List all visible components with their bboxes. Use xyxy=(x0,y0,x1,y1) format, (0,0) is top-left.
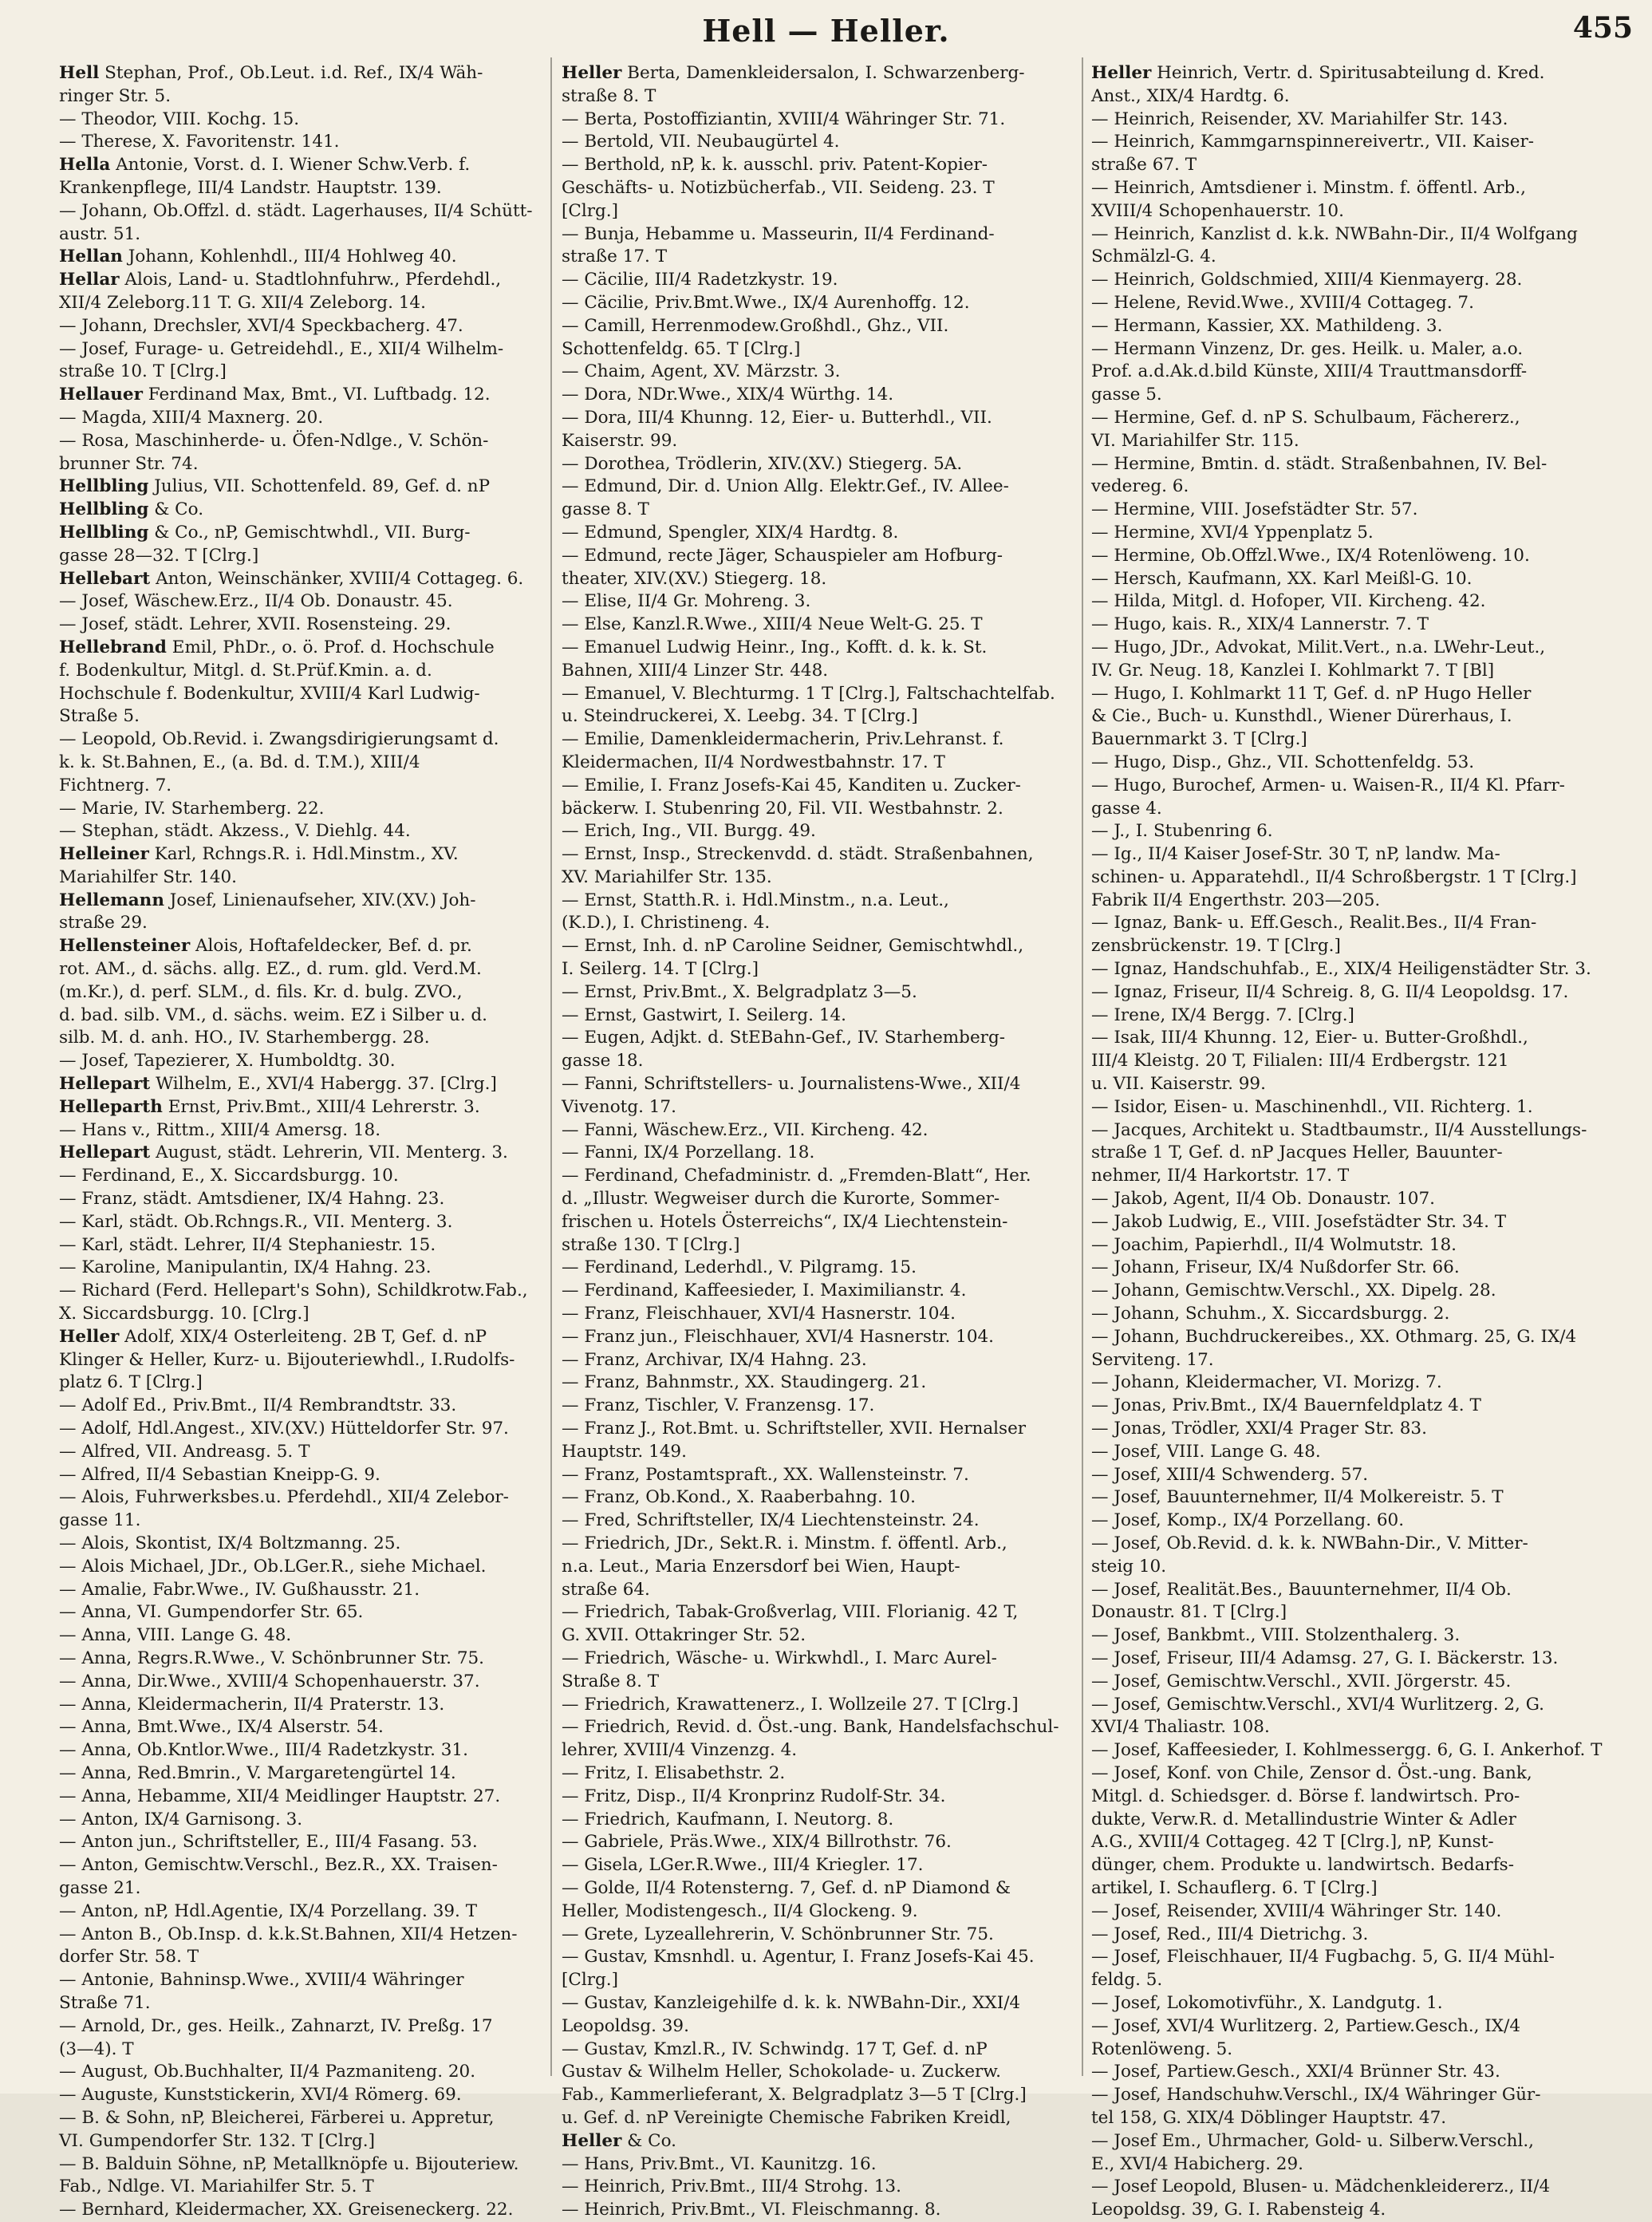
directory-line: tel 158, G. XIX/4 Döblinger Hauptstr. 47. xyxy=(1091,2107,1447,2128)
directory-line: — Josef, Kaffeesieder, I. Kohlmessergg. 6, G. I. Ankerhof. T xyxy=(1091,1740,1603,1761)
directory-line: — Franz, Ob.Kond., X. Raaberbahng. 10. xyxy=(562,1487,916,1508)
directory-line: — Anna, Ob.Kntlor.Wwe., III/4 Radetzkystr. 31. xyxy=(59,1740,468,1761)
page-header xyxy=(0,8,1652,56)
directory-line: — Theodor, VIII. Kochg. 15. xyxy=(59,109,300,129)
directory-line: austr. 51. xyxy=(59,223,141,244)
directory-line: — Chaim, Agent, XV. Märzstr. 3. xyxy=(562,361,841,382)
directory-line: Straße 71. xyxy=(59,1992,151,2013)
directory-line: Hochschule f. Bodenkultur, XVIII/4 Karl Ludwig- xyxy=(59,683,480,704)
directory-line: u. VII. Kaiserstr. 99. xyxy=(1091,1074,1266,1095)
directory-line: — Alois, Fuhrwerksbes.u. Pferdehdl., XII/4 Zelebor- xyxy=(59,1487,509,1508)
directory-line: — Franz J., Rot.Bmt. u. Schriftsteller, XVII. Hernalser xyxy=(562,1419,1027,1439)
directory-line: — Cäcilie, Priv.Bmt.Wwe., IX/4 Aurenhoffg. 12. xyxy=(562,292,970,313)
directory-line: — Leopold, Ob.Revid. i. Zwangsdirigierungsamt d. xyxy=(59,729,499,750)
directory-line: — Gabriele, Präs.Wwe., XIX/4 Billrothstr. 76. xyxy=(562,1832,952,1853)
directory-line: platz 6. T [Clrg.] xyxy=(59,1372,203,1393)
directory-line: — Antonie, Bahninsp.Wwe., XVIII/4 Währinger xyxy=(59,1970,464,1991)
directory-line: — Stephan, städt. Akzess., V. Diehlg. 44. xyxy=(59,821,411,842)
directory-line: Schottenfeldg. 65. T [Clrg.] xyxy=(562,338,801,359)
directory-line: — Anna, Hebamme, XII/4 Meidlinger Hauptstr. 27. xyxy=(59,1786,501,1806)
directory-line: — Anna, Regrs.R.Wwe., V. Schönbrunner Str. 75. xyxy=(59,1648,485,1668)
directory-line: — Edmund, recte Jäger, Schauspieler am Hofburg- xyxy=(562,545,1003,566)
directory-line: — Magda, XIII/4 Maxnerg. 20. xyxy=(59,407,324,428)
directory-line: — Dorothea, Trödlerin, XIV.(XV.) Stiegerg. 5A. xyxy=(562,453,963,474)
directory-line: E., XVI/4 Habicherg. 29. xyxy=(1091,2153,1303,2174)
directory-line: — Ferdinand, Kaffeesieder, I. Maximilianstr. 4. xyxy=(562,1281,967,1301)
directory-line: f. Bodenkultur, Mitgl. d. St.Prüf.Kmin. a. d. xyxy=(59,660,432,681)
directory-line: IV. Gr. Neug. 18, Kanzlei I. Kohlmarkt 7. T [Bl] xyxy=(1091,660,1495,681)
directory-line: — Emanuel, V. Blechturmg. 1 T [Clrg.], Faltschachtelfab. xyxy=(562,683,1055,704)
directory-line: gasse 11. xyxy=(59,1510,141,1531)
directory-line: — Alfred, VII. Andreasg. 5. T xyxy=(59,1441,310,1462)
directory-line: steig 10. xyxy=(1091,1556,1167,1577)
directory-line: I. Seilerg. 14. T [Clrg.] xyxy=(562,959,759,980)
directory-line: Bauernmarkt 3. T [Clrg.] xyxy=(1091,729,1307,750)
directory-line: — Hermine, Ob.Offzl.Wwe., IX/4 Rotenlöweng. 10. xyxy=(1091,545,1530,566)
directory-line: — Josef, Wäschew.Erz., II/4 Ob. Donaustr. 45. xyxy=(59,591,453,612)
directory-line: silb. M. d. anh. HO., IV. Starhembergg. 28. xyxy=(59,1028,430,1048)
directory-line: frischen u. Hotels Österreichs“, IX/4 Liechtenstein- xyxy=(562,1211,1008,1232)
directory-line: — Gustav, Kmzl.R., IV. Schwindg. 17 T, Gef. d. nP xyxy=(562,2038,988,2059)
directory-line: XVI/4 Thaliastr. 108. xyxy=(1091,1717,1270,1738)
directory-line: — Franz, Bahnmstr., XX. Staudingerg. 21. xyxy=(562,1372,927,1393)
directory-line: brunner Str. 74. xyxy=(59,453,199,474)
directory-line: — Hans, Priv.Bmt., VI. Kaunitzg. 16. xyxy=(562,2153,877,2174)
directory-line: straße 17. T xyxy=(562,247,668,267)
directory-line: — Fred, Schriftsteller, IX/4 Liechtensteinstr. 24. xyxy=(562,1510,980,1531)
directory-line: rot. AM., d. sächs. allg. EZ., d. rum. gld. Verd.M. xyxy=(59,959,482,980)
directory-line: — Bunja, Hebamme u. Masseurin, II/4 Ferdinand- xyxy=(562,223,995,244)
directory-line: Straße 8. T xyxy=(562,1671,660,1691)
directory-line: — Josef, Bankbmt., VIII. Stolzenthalerg. 3. xyxy=(1091,1625,1461,1646)
directory-line: — Hugo, Burochef, Armen- u. Waisen-R., II/4 Kl. Pfarr- xyxy=(1091,775,1565,795)
directory-line: — Josef Leopold, Blusen- u. Mädchenkleidererz., II/4 xyxy=(1091,2177,1551,2197)
directory-line: — Anton, Gemischtw.Verschl., Bez.R., XX. Traisen- xyxy=(59,1855,498,1876)
directory-line: Leopoldsg. 39. xyxy=(562,2015,689,2036)
directory-line: — Ernst, Priv.Bmt., X. Belgradplatz 3—5. xyxy=(562,981,917,1002)
directory-line: (m.Kr.), d. perf. SLM., d. fils. Kr. d. bulg. ZVO., xyxy=(59,981,463,1002)
directory-line: — Hermine, XVI/4 Yppenplatz 5. xyxy=(1091,522,1374,543)
directory-line: Klinger & Heller, Kurz- u. Bijouteriewhdl., I.Rudolfs- xyxy=(59,1349,515,1370)
directory-line: vedereg. 6. xyxy=(1091,476,1189,497)
directory-line: gasse 18. xyxy=(562,1051,644,1072)
directory-line: Hellbling Julius, VII. Schottenfeld. 89, Gef. d. nP xyxy=(59,476,491,497)
directory-line: — Franz jun., Fleischhauer, XVI/4 Hasnerstr. 104. xyxy=(562,1326,995,1347)
directory-line: — Johann, Buchdruckereibes., XX. Othmarg. 25, G. IX/4 xyxy=(1091,1326,1577,1347)
directory-line: — Heinrich, Kammgarnspinnereivertr., VII. Kaiser- xyxy=(1091,132,1535,152)
directory-line: — Franz, Tischler, V. Franzensg. 17. xyxy=(562,1395,875,1416)
directory-line: Helleparth Ernst, Priv.Bmt., XIII/4 Lehrerstr. 3. xyxy=(59,1096,480,1117)
directory-line: — Franz, städt. Amtsdiener, IX/4 Hahng. 23. xyxy=(59,1189,445,1210)
directory-line: feldg. 5. xyxy=(1091,1970,1163,1991)
directory-line: — Hermann Vinzenz, Dr. ges. Heilk. u. Maler, a.o. xyxy=(1091,338,1524,359)
directory-line: — Josef Em., Uhrmacher, Gold- u. Silberw.Verschl., xyxy=(1091,2130,1535,2151)
directory-line: Helleiner Karl, Rchngs.R. i. Hdl.Minstm., XV. xyxy=(59,844,459,865)
directory-line: — Else, Kanzl.R.Wwe., XIII/4 Neue Welt-G. 25. T xyxy=(562,614,983,635)
directory-line: [Clrg.] xyxy=(562,200,618,221)
directory-line: — Friedrich, Wäsche- u. Wirkwhdl., I. Marc Aurel- xyxy=(562,1648,997,1668)
directory-line: — Anna, Dir.Wwe., XVIII/4 Schopenhauerstr. 37. xyxy=(59,1671,480,1691)
directory-line: gasse 28—32. T [Clrg.] xyxy=(59,545,259,566)
directory-line: — Ignaz, Friseur, II/4 Schreig. 8, G. II/4 Leopoldsg. 17. xyxy=(1091,981,1569,1002)
directory-line: artikel, I. Schauflerg. 6. T [Clrg.] xyxy=(1091,1877,1378,1898)
directory-line: — Bertold, VII. Neubaugürtel 4. xyxy=(562,132,840,152)
directory-line: Geschäfts- u. Notizbücherfab., VII. Seideng. 23. T xyxy=(562,177,995,198)
directory-line: — Jacques, Architekt u. Stadtbaumstr., II/4 Ausstellungs- xyxy=(1091,1119,1587,1140)
directory-line: Heller & Co. xyxy=(562,2130,677,2151)
directory-line: ringer Str. 5. xyxy=(59,85,172,106)
directory-line: straße 67. T xyxy=(1091,155,1197,176)
directory-line: gasse 21. xyxy=(59,1877,141,1898)
directory-line: Fabrik II/4 Engerthstr. 203—205. xyxy=(1091,890,1381,910)
directory-line: — Dora, III/4 Khunng. 12, Eier- u. Butterhdl., VII. xyxy=(562,407,992,428)
directory-line: — Friedrich, Krawattenerz., I. Wollzeile 27. T [Clrg.] xyxy=(562,1694,1019,1715)
directory-line: — B. & Sohn, nP, Bleicherei, Färberei u. Appretur, xyxy=(59,2107,495,2128)
directory-line: — Franz, Archivar, IX/4 Hahng. 23. xyxy=(562,1349,867,1370)
directory-line: — Alois, Skontist, IX/4 Boltzmanng. 25. xyxy=(59,1533,401,1553)
directory-line: Heller, Modistengesch., II/4 Glockeng. 9. xyxy=(562,1900,918,1921)
directory-line: — Friedrich, Kaufmann, I. Neutorg. 8. xyxy=(562,1809,894,1829)
directory-line: Hellemann Josef, Linienaufseher, XIV.(XV.) Joh- xyxy=(59,890,476,910)
directory-line: — Alfred, II/4 Sebastian Kneipp-G. 9. xyxy=(59,1464,380,1485)
directory-line: Schmälzl-G. 4. xyxy=(1091,247,1216,267)
directory-line: — Fritz, Disp., II/4 Kronprinz Rudolf-Str. 34. xyxy=(562,1786,946,1806)
directory-line: — Hugo, JDr., Advokat, Milit.Vert., n.a. LWehr-Leut., xyxy=(1091,637,1546,657)
directory-line: Straße 5. xyxy=(59,706,140,727)
directory-line: — Fritz, I. Elisabethstr. 2. xyxy=(562,1762,786,1783)
directory-line: — Franz, Postamtspraft., XX. Wallensteinstr. 7. xyxy=(562,1464,969,1485)
directory-line: VI. Gumpendorfer Str. 132. T [Clrg.] xyxy=(59,2130,376,2151)
directory-line: Hellbling & Co., nP, Gemischtwhdl., VII. Burg- xyxy=(59,522,471,543)
directory-line: — Josef, Partiew.Gesch., XXI/4 Brünner Str. 43. xyxy=(1091,2062,1500,2082)
directory-line: — Ernst, Statth.R. i. Hdl.Minstm., n.a. Leut., xyxy=(562,890,949,910)
directory-line: bäckerw. I. Stubenring 20, Fil. VII. Westbahnstr. 2. xyxy=(562,798,1003,819)
directory-line: dukte, Verw.R. d. Metallindustrie Winter & Adler xyxy=(1091,1809,1516,1829)
directory-line: d. „Illustr. Wegweiser durch die Kurorte, Sommer- xyxy=(562,1189,1000,1210)
directory-line: — Josef, Fleischhauer, II/4 Fugbachg. 5, G. II/4 Mühl- xyxy=(1091,1947,1555,1967)
directory-line: (K.D.), I. Christineng. 4. xyxy=(562,913,771,933)
directory-line: — Josef, Realität.Bes., Bauunternehmer, II/4 Ob. xyxy=(1091,1579,1512,1600)
directory-line: Serviteng. 17. xyxy=(1091,1349,1214,1370)
directory-line: — Emanuel Ludwig Heinr., Ing., Kofft. d. k. k. St. xyxy=(562,637,988,657)
directory-line: — Richard (Ferd. Hellepart's Sohn), Schildkrotw.Fab., xyxy=(59,1281,528,1301)
directory-line: — Hermine, Gef. d. nP S. Schulbaum, Fächererz., xyxy=(1091,407,1520,428)
directory-line: Kleidermachen, II/4 Nordwestbahnstr. 17. T xyxy=(562,752,945,772)
directory-line: — Irene, IX/4 Bergg. 7. [Clrg.] xyxy=(1091,1004,1354,1025)
directory-line: — Therese, X. Favoritenstr. 141. xyxy=(59,132,340,152)
directory-line: Heller Berta, Damenkleidersalon, I. Schwarzenberg- xyxy=(562,63,1025,83)
directory-line: — Anna, Bmt.Wwe., IX/4 Alserstr. 54. xyxy=(59,1717,384,1738)
directory-line: — Gisela, LGer.R.Wwe., III/4 Kriegler. 17. xyxy=(562,1855,924,1876)
directory-line: lehrer, XVIII/4 Vinzenzg. 4. xyxy=(562,1740,798,1761)
directory-line: — Gustav, Kanzleigehilfe d. k. k. NWBahn-Dir., XXI/4 xyxy=(562,1992,1021,2013)
directory-line: — Hermine, Bmtin. d. städt. Straßenbahnen, IV. Bel- xyxy=(1091,453,1548,474)
directory-line: — Adolf Ed., Priv.Bmt., II/4 Rembrandtstr. 33. xyxy=(59,1395,457,1416)
directory-line: — Jakob, Agent, II/4 Ob. Donaustr. 107. xyxy=(1091,1189,1435,1210)
directory-line: gasse 4. xyxy=(1091,798,1162,819)
directory-line: Fab., Ndlge. VI. Mariahilfer Str. 5. T xyxy=(59,2177,374,2197)
directory-line: (3—4). T xyxy=(59,2038,134,2059)
directory-line: Hellensteiner Alois, Hoftafeldecker, Bef. d. pr. xyxy=(59,936,472,957)
directory-line: A.G., XVIII/4 Cottageg. 42 T [Clrg.], nP, Kunst- xyxy=(1091,1832,1494,1853)
directory-line: — Dora, NDr.Wwe., XIX/4 Würthg. 14. xyxy=(562,385,894,405)
directory-line: X. Siccardsburgg. 10. [Clrg.] xyxy=(59,1304,310,1324)
directory-line: — Anna, Red.Bmrin., V. Margaretengürtel 14. xyxy=(59,1762,456,1783)
directory-line: — Heinrich, Priv.Bmt., III/4 Strohg. 13. xyxy=(562,2177,901,2197)
directory-line: — Rosa, Maschinherde- u. Öfen-Ndlge., V. Schön- xyxy=(59,430,489,451)
directory-line: Hellar Alois, Land- u. Stadtlohnfuhrw., Pferdehdl., xyxy=(59,270,502,290)
directory-line: Gustav & Wilhelm Heller, Schokolade- u. Zuckerw. xyxy=(562,2062,1002,2082)
directory-line: — Karl, städt. Ob.Rchngs.R., VII. Menterg. 3. xyxy=(59,1211,453,1232)
directory-line: Hellepart August, städt. Lehrerin, VII. Menterg. 3. xyxy=(59,1143,508,1163)
directory-line: Hell Stephan, Prof., Ob.Leut. i.d. Ref., IX/4 Wäh- xyxy=(59,63,483,83)
directory-line: — Anton, IX/4 Garnisong. 3. xyxy=(59,1809,303,1829)
directory-line: Heller Heinrich, Vertr. d. Spiritusabteilung d. Kred. xyxy=(1091,63,1545,83)
directory-line: III/4 Kleistg. 20 T, Filialen: III/4 Erdbergstr. 121 xyxy=(1091,1051,1509,1072)
directory-line: Donaustr. 81. T [Clrg.] xyxy=(1091,1602,1287,1623)
directory-line: — Heinrich, Goldschmied, XIII/4 Kienmayerg. 28. xyxy=(1091,270,1523,290)
directory-line: — Josef, XIII/4 Schwenderg. 57. xyxy=(1091,1464,1369,1485)
column-2 xyxy=(562,62,1072,2220)
directory-line: — Josef, Friseur, III/4 Adamsg. 27, G. I. Bäckerstr. 13. xyxy=(1091,1648,1559,1668)
directory-line: — B. Balduin Söhne, nP, Metallknöpfe u. Bijouteriew. xyxy=(59,2153,519,2174)
directory-line: — Fanni, IX/4 Porzellang. 18. xyxy=(562,1143,815,1163)
directory-line: — Josef, Furage- u. Getreidehdl., E., XII/4 Wilhelm- xyxy=(59,338,504,359)
directory-line: dünger, chem. Produkte u. landwirtsch. Bedarfs- xyxy=(1091,1855,1514,1876)
directory-line: — Josef, VIII. Lange G. 48. xyxy=(1091,1441,1321,1462)
directory-line: — Cäcilie, III/4 Radetzkystr. 19. xyxy=(562,270,838,290)
directory-line: — Heinrich, Priv.Bmt., VI. Fleischmanng. 8. xyxy=(562,2200,941,2220)
directory-line: — Johann, Gemischtw.Verschl., XX. Dipelg. 28. xyxy=(1091,1281,1496,1301)
directory-line: — Josef, Lokomotivführ., X. Landgutg. 1. xyxy=(1091,1992,1443,2013)
directory-line: VI. Mariahilfer Str. 115. xyxy=(1091,430,1299,451)
directory-line: — Josef, Bauunternehmer, II/4 Molkereistr. 5. T xyxy=(1091,1487,1504,1508)
directory-line: XVIII/4 Schopenhauerstr. 10. xyxy=(1091,200,1344,221)
column-1 xyxy=(59,62,538,2220)
directory-line: — Johann, Kleidermacher, VI. Morizg. 7. xyxy=(1091,1372,1442,1393)
directory-line: nehmer, II/4 Harkortstr. 17. T xyxy=(1091,1166,1350,1186)
directory-line: — Isidor, Eisen- u. Maschinenhdl., VII. Richterg. 1. xyxy=(1091,1096,1533,1117)
directory-line: — Johann, Ob.Offzl. d. städt. Lagerhauses, II/4 Schütt- xyxy=(59,200,533,221)
directory-line: — Hugo, kais. R., XIX/4 Lannerstr. 7. T xyxy=(1091,614,1429,635)
directory-line: — Emilie, Damenkleidermacherin, Priv.Lehranst. f. xyxy=(562,729,1004,750)
directory-line: k. k. St.Bahnen, E., (a. Bd. d. T.M.), XIII/4 xyxy=(59,752,420,772)
directory-line: — Adolf, Hdl.Angest., XIV.(XV.) Hütteldorfer Str. 97. xyxy=(59,1419,509,1439)
directory-line: — J., I. Stubenring 6. xyxy=(1091,821,1273,842)
directory-line: — Camill, Herrenmodew.Großhdl., Ghz., VII. xyxy=(562,315,949,336)
directory-line: — Josef, Komp., IX/4 Porzellang. 60. xyxy=(1091,1510,1405,1531)
directory-line: — Josef, XVI/4 Wurlitzerg. 2, Partiew.Gesch., IX/4 xyxy=(1091,2015,1521,2036)
directory-line: — Anton, nP, Hdl.Agentie, IX/4 Porzellang. 39. T xyxy=(59,1900,478,1921)
running-head: Hell — Heller. xyxy=(702,13,950,49)
directory-line: — Johann, Friseur, IX/4 Nußdorfer Str. 66. xyxy=(1091,1257,1460,1278)
directory-line: — Anton jun., Schriftsteller, E., III/4 Fasang. 53. xyxy=(59,1832,478,1853)
directory-line: — Alois Michael, JDr., Ob.LGer.R., siehe Michael. xyxy=(59,1556,487,1577)
directory-line: — Johann, Drechsler, XVI/4 Speckbacherg. 47. xyxy=(59,315,463,336)
directory-line: [Clrg.] xyxy=(562,1970,618,1991)
directory-line: — Hugo, Disp., Ghz., VII. Schottenfeldg. 53. xyxy=(1091,752,1475,772)
directory-line: Hella Antonie, Vorst. d. I. Wiener Schw.Verb. f. xyxy=(59,155,471,176)
directory-line: — Heinrich, Reisender, XV. Mariahilfer Str. 143. xyxy=(1091,109,1508,129)
directory-line: u. Steindruckerei, X. Leebg. 34. T [Clrg.] xyxy=(562,706,918,727)
directory-line: straße 10. T [Clrg.] xyxy=(59,361,227,382)
directory-line: Leopoldsg. 39, G. I. Rabensteig 4. xyxy=(1091,2200,1386,2220)
directory-line: — Fanni, Wäschew.Erz., VII. Kircheng. 42. xyxy=(562,1119,929,1140)
directory-line: dorfer Str. 58. T xyxy=(59,1947,199,1967)
column-3 xyxy=(1091,62,1642,2220)
directory-line: — Golde, II/4 Rotensterng. 7, Gef. d. nP Diamond & xyxy=(562,1877,1011,1898)
directory-line: straße 1 T, Gef. d. nP Jacques Heller, Bauunter- xyxy=(1091,1143,1503,1163)
directory-line: — Ernst, Gastwirt, I. Seilerg. 14. xyxy=(562,1004,847,1025)
directory-line: — Helene, Revid.Wwe., XVIII/4 Cottageg. 7. xyxy=(1091,292,1474,313)
directory-line: — Berthold, nP, k. k. ausschl. priv. Patent-Kopier- xyxy=(562,155,988,176)
directory-line: — Isak, III/4 Khunng. 12, Eier- u. Butter-Großhdl., xyxy=(1091,1028,1528,1048)
directory-line: d. bad. silb. VM., d. sächs. weim. EZ i Silber u. d. xyxy=(59,1004,488,1025)
directory-line: n.a. Leut., Maria Enzersdorf bei Wien, Haupt- xyxy=(562,1556,960,1577)
directory-line: — Gustav, Kmsnhdl. u. Agentur, I. Franz Josefs-Kai 45. xyxy=(562,1947,1035,1967)
directory-line: — Karoline, Manipulantin, IX/4 Hahng. 23. xyxy=(59,1257,432,1278)
directory-line: Bahnen, XIII/4 Linzer Str. 448. xyxy=(562,660,829,681)
directory-line: — Heinrich, Amtsdiener i. Minstm. f. öffentl. Arb., xyxy=(1091,177,1526,198)
directory-line: — Berta, Postoffiziantin, XVIII/4 Währinger Str. 71. xyxy=(562,109,1006,129)
directory-line: — Jonas, Priv.Bmt., IX/4 Bauernfeldplatz 4. T xyxy=(1091,1395,1481,1416)
directory-line: — Bernhard, Kleidermacher, XX. Greiseneckerg. 22. xyxy=(59,2200,514,2220)
directory-line: — Jonas, Trödler, XXI/4 Prager Str. 83. xyxy=(1091,1419,1427,1439)
directory-line: — Johann, Schuhm., X. Siccardsburgg. 2. xyxy=(1091,1304,1450,1324)
directory-line: — Hans v., Rittm., XIII/4 Amersg. 18. xyxy=(59,1119,381,1140)
directory-line: — Eugen, Adjkt. d. StEBahn-Gef., IV. Starhemberg- xyxy=(562,1028,1005,1048)
directory-line: — Ferdinand, E., X. Siccardsburgg. 10. xyxy=(59,1166,399,1186)
directory-line: u. Gef. d. nP Vereinigte Chemische Fabriken Kreidl, xyxy=(562,2107,1011,2128)
directory-line: — Josef, Gemischtw.Verschl., XVI/4 Wurlitzerg. 2, G. xyxy=(1091,1694,1544,1715)
directory-line: — Josef, Red., III/4 Dietrichg. 3. xyxy=(1091,1924,1369,1944)
directory-line: Hellebrand Emil, PhDr., o. ö. Prof. d. Hochschule xyxy=(59,637,495,657)
column-divider xyxy=(550,57,552,2076)
directory-line: — Ignaz, Bank- u. Eff.Gesch., Realit.Bes., II/4 Fran- xyxy=(1091,913,1537,933)
directory-line: — Grete, Lyzeallehrerin, V. Schönbrunner Str. 75. xyxy=(562,1924,994,1944)
directory-line: XII/4 Zeleborg.11 T. G. XII/4 Zeleborg. 14. xyxy=(59,292,426,313)
column-divider xyxy=(1082,57,1083,2076)
directory-line: — Jakob Ludwig, E., VIII. Josefstädter Str. 34. T xyxy=(1091,1211,1507,1232)
directory-line: — Josef, Gemischtw.Verschl., XVII. Jörgerstr. 45. xyxy=(1091,1671,1512,1691)
directory-line: Kaiserstr. 99. xyxy=(562,430,678,451)
directory-line: Hellepart Wilhelm, E., XVI/4 Habergg. 37. [Clrg.] xyxy=(59,1074,497,1095)
directory-line: Krankenpflege, III/4 Landstr. Hauptstr. 139. xyxy=(59,177,442,198)
directory-line: — Anna, VIII. Lange G. 48. xyxy=(59,1625,292,1646)
directory-line: — Arnold, Dr., ges. Heilk., Zahnarzt, IV. Preßg. 17 xyxy=(59,2015,493,2036)
directory-line: — Emilie, I. Franz Josefs-Kai 45, Kanditen u. Zucker- xyxy=(562,775,1021,795)
directory-line: — August, Ob.Buchhalter, II/4 Pazmaniteng. 20. xyxy=(59,2062,476,2082)
directory-line: — Josef, Ob.Revid. d. k. k. NWBahn-Dir., V. Mitter- xyxy=(1091,1533,1528,1553)
directory-line: — Anton B., Ob.Insp. d. k.k.St.Bahnen, XII/4 Hetzen- xyxy=(59,1924,518,1944)
directory-line: — Anna, VI. Gumpendorfer Str. 65. xyxy=(59,1602,364,1623)
directory-line: Mitgl. d. Schiedsger. d. Börse f. landwirtsch. Pro- xyxy=(1091,1786,1520,1806)
directory-line: Hellauer Ferdinand Max, Bmt., VI. Luftbadg. 12. xyxy=(59,385,491,405)
directory-line: — Hilda, Mitgl. d. Hofoper, VII. Kircheng. 42. xyxy=(1091,591,1486,612)
directory-line: — Ig., II/4 Kaiser Josef-Str. 30 T, nP, landw. Ma- xyxy=(1091,844,1500,865)
directory-line: — Hersch, Kaufmann, XX. Karl Meißl-G. 10. xyxy=(1091,568,1473,589)
directory-line: Rotenlöweng. 5. xyxy=(1091,2038,1233,2059)
directory-line: schinen- u. Apparatehdl., II/4 Schroßbergstr. 1 T [Clrg.] xyxy=(1091,866,1577,887)
directory-line: — Hermine, VIII. Josefstädter Str. 57. xyxy=(1091,499,1418,520)
directory-line: — Hermann, Kassier, XX. Mathildeng. 3. xyxy=(1091,315,1443,336)
directory-line: zensbrückenstr. 19. T [Clrg.] xyxy=(1091,936,1341,957)
directory-line: straße 8. T xyxy=(562,85,656,106)
directory-line: G. XVII. Ottakringer Str. 52. xyxy=(562,1625,806,1646)
directory-line: gasse 5. xyxy=(1091,385,1162,405)
directory-line: Hellan Johann, Kohlenhdl., III/4 Hohlweg 40. xyxy=(59,247,457,267)
directory-line: straße 130. T [Clrg.] xyxy=(562,1234,740,1255)
directory-line: Fichtnerg. 7. xyxy=(59,775,172,795)
directory-line: — Josef, Reisender, XVIII/4 Währinger Str. 140. xyxy=(1091,1900,1502,1921)
directory-line: — Edmund, Dir. d. Union Allg. Elektr.Gef., IV. Allee- xyxy=(562,476,1009,497)
directory-line: theater, XIV.(XV.) Stiegerg. 18. xyxy=(562,568,827,589)
directory-line: — Karl, städt. Lehrer, II/4 Stephaniestr. 15. xyxy=(59,1234,436,1255)
directory-line: Heller Adolf, XIX/4 Osterleiteng. 2B T, Gef. d. nP xyxy=(59,1326,487,1347)
directory-line: — Anna, Kleidermacherin, II/4 Praterstr. 13. xyxy=(59,1694,445,1715)
directory-line: XV. Mariahilfer Str. 135. xyxy=(562,866,772,887)
directory-line: Hauptstr. 149. xyxy=(562,1441,687,1462)
directory-line: — Franz, Fleischhauer, XVI/4 Hasnerstr. 104. xyxy=(562,1304,956,1324)
directory-line: Prof. a.d.Ak.d.bild Künste, XIII/4 Trauttmansdorff- xyxy=(1091,361,1528,382)
directory-line: gasse 8. T xyxy=(562,499,649,520)
directory-line: Vivenotg. 17. xyxy=(562,1096,676,1117)
directory-line: Hellebart Anton, Weinschänker, XVIII/4 Cottageg. 6. xyxy=(59,568,524,589)
directory-line: straße 29. xyxy=(59,913,148,933)
page-number: 455 xyxy=(1572,11,1633,45)
directory-line: — Edmund, Spengler, XIX/4 Hardtg. 8. xyxy=(562,522,899,543)
directory-line: — Josef, Handschuhw.Verschl., IX/4 Währinger Gür- xyxy=(1091,2085,1541,2106)
directory-line: — Ferdinand, Lederhdl., V. Pilgramg. 15. xyxy=(562,1257,917,1278)
directory-line: — Erich, Ing., VII. Burgg. 49. xyxy=(562,821,816,842)
directory-line: — Joachim, Papierhdl., II/4 Wolmutstr. 18. xyxy=(1091,1234,1457,1255)
directory-line: — Auguste, Kunststickerin, XVI/4 Römerg. 69. xyxy=(59,2085,462,2106)
directory-line: — Ernst, Insp., Streckenvdd. d. städt. Straßenbahnen, xyxy=(562,844,1034,865)
directory-line: — Heinrich, Kanzlist d. k.k. NWBahn-Dir., II/4 Wolfgang xyxy=(1091,223,1578,244)
directory-line: — Josef, Konf. von Chile, Zensor d. Öst.-ung. Bank, xyxy=(1091,1762,1532,1783)
directory-line: — Hugo, I. Kohlmarkt 11 T, Gef. d. nP Hugo Heller xyxy=(1091,683,1532,704)
directory-line: — Ignaz, Handschuhfab., E., XIX/4 Heiligenstädter Str. 3. xyxy=(1091,959,1591,980)
directory-line: Hellbling & Co. xyxy=(59,499,204,520)
directory-line: — Friedrich, Tabak-Großverlag, VIII. Florianig. 42 T, xyxy=(562,1602,1019,1623)
directory-line: — Elise, II/4 Gr. Mohreng. 3. xyxy=(562,591,811,612)
directory-line: — Marie, IV. Starhemberg. 22. xyxy=(59,798,325,819)
directory-line: — Josef, Tapezierer, X. Humboldtg. 30. xyxy=(59,1051,396,1072)
directory-line: straße 64. xyxy=(562,1579,650,1600)
directory-line: — Friedrich, JDr., Sekt.R. i. Minstm. f. öffentl. Arb., xyxy=(562,1533,1007,1553)
directory-line: — Josef, städt. Lehrer, XVII. Rosensteing. 29. xyxy=(59,614,451,635)
directory-line: — Amalie, Fabr.Wwe., IV. Gußhausstr. 21. xyxy=(59,1579,420,1600)
directory-line: — Ferdinand, Chefadministr. d. „Fremden-Blatt“, Her. xyxy=(562,1166,1031,1186)
directory-line: Fab., Kammerlieferant, X. Belgradplatz 3—5 T [Clrg.] xyxy=(562,2085,1027,2106)
directory-line: — Fanni, Schriftstellers- u. Journalistens-Wwe., XII/4 xyxy=(562,1074,1021,1095)
directory-line: — Ernst, Inh. d. nP Caroline Seidner, Gemischtwhdl., xyxy=(562,936,1024,957)
directory-line: Mariahilfer Str. 140. xyxy=(59,866,238,887)
directory-line: Anst., XIX/4 Hardtg. 6. xyxy=(1091,85,1290,106)
directory-line: & Cie., Buch- u. Kunsthdl., Wiener Dürerhaus, I. xyxy=(1091,706,1512,727)
directory-line: — Friedrich, Revid. d. Öst.-ung. Bank, Handelsfachschul- xyxy=(562,1717,1059,1738)
